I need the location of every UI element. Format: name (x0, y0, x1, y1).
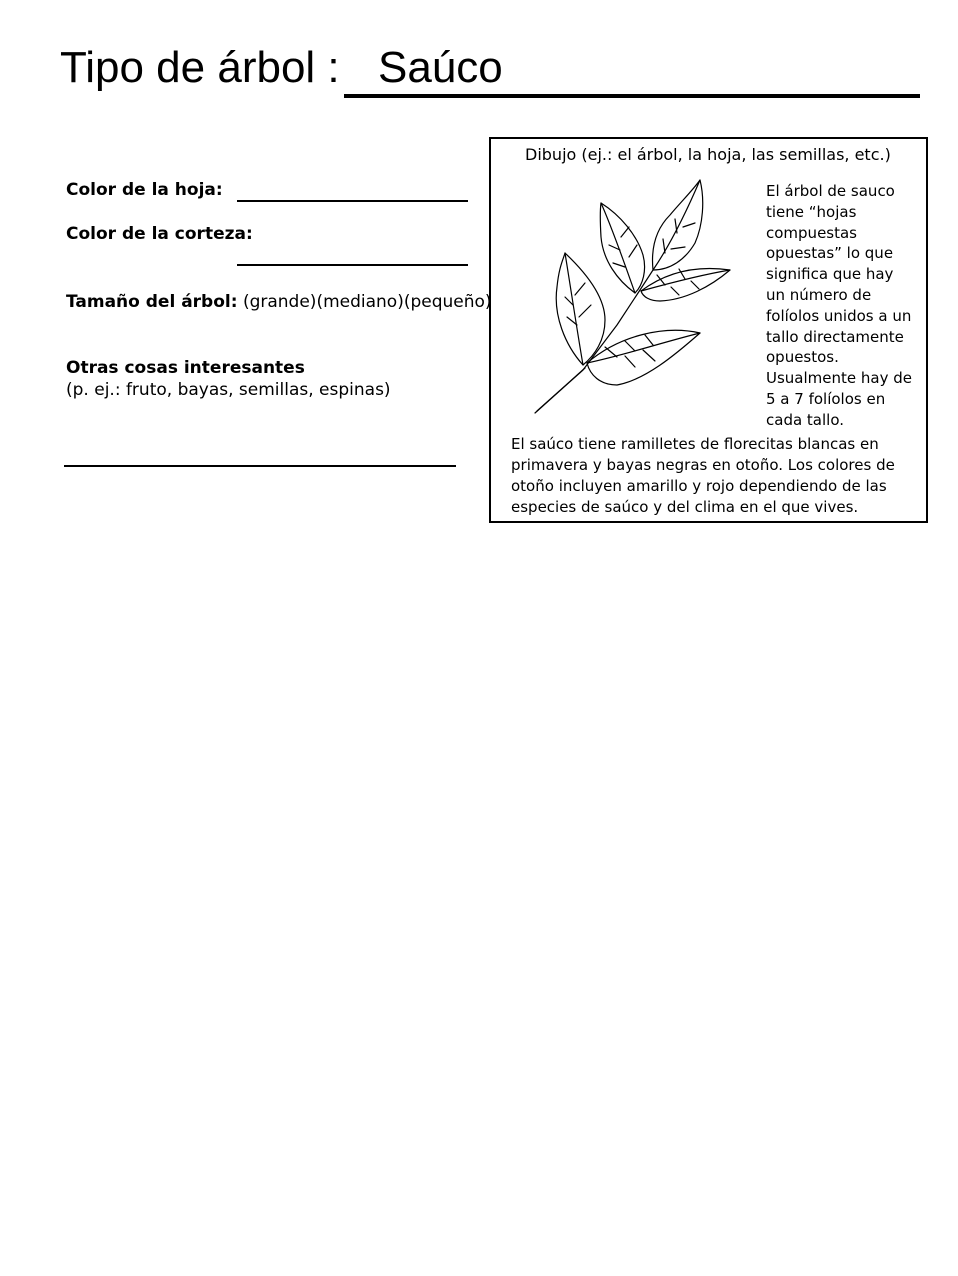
drawing-heading: Dibujo (ej.: el árbol, la hoja, las semillas, etc.) (525, 145, 891, 164)
side-text-line: El árbol de sauco (766, 182, 895, 200)
leaf-color-answer-line[interactable] (237, 200, 468, 202)
other-things-answer-line[interactable] (64, 465, 456, 467)
side-text-line: tallo directamente (766, 327, 904, 346)
tree-size-row (66, 291, 492, 313)
side-text-line: un número de (766, 285, 872, 304)
drawing-side-text (766, 181, 916, 431)
tree-type-underline (344, 94, 920, 98)
bottom-text-line: otoño incluyen amarillo y rojo dependiendo de las (511, 477, 887, 495)
tree-size-label: Tamaño del árbol: (66, 292, 238, 312)
bottom-text-line: El saúco tiene ramilletes de florecitas blancas en (511, 435, 879, 453)
side-text-line: folíolos unidos a un (766, 306, 912, 325)
elder-compound-leaf-icon (525, 175, 765, 420)
other-things-label: Otras cosas interesantes (66, 358, 305, 378)
page-title-label: Tipo de árbol : (60, 43, 340, 92)
side-text-line: compuestas (766, 223, 857, 242)
tree-type-value[interactable]: Saúco (378, 43, 503, 92)
side-text-line: cada tallo. (766, 410, 845, 429)
bark-color-label: Color de la corteza: (66, 224, 253, 244)
other-things-hint: (p. ej.: fruto, bayas, semillas, espinas) (66, 380, 391, 400)
bottom-text-line: especies de saúco y del clima en el que vives. (511, 498, 859, 516)
bark-color-answer-line[interactable] (237, 264, 468, 266)
side-text-line: tiene “hojas (766, 202, 857, 221)
side-text-line: opuestas” lo que (766, 244, 894, 263)
side-text-line: opuestos. (766, 348, 839, 367)
bottom-text-line: primavera y bayas negras en otoño. Los colores de (511, 456, 895, 474)
drawing-bottom-text (511, 434, 916, 518)
tree-size-options[interactable]: (grande)(mediano)(pequeño) (242, 292, 492, 312)
leaf-color-label: Color de la hoja: (66, 180, 223, 200)
side-text-line: Usualmente hay de (766, 369, 912, 388)
side-text-line: significa que hay (766, 265, 894, 284)
side-text-line: 5 a 7 folíolos en (766, 389, 886, 408)
